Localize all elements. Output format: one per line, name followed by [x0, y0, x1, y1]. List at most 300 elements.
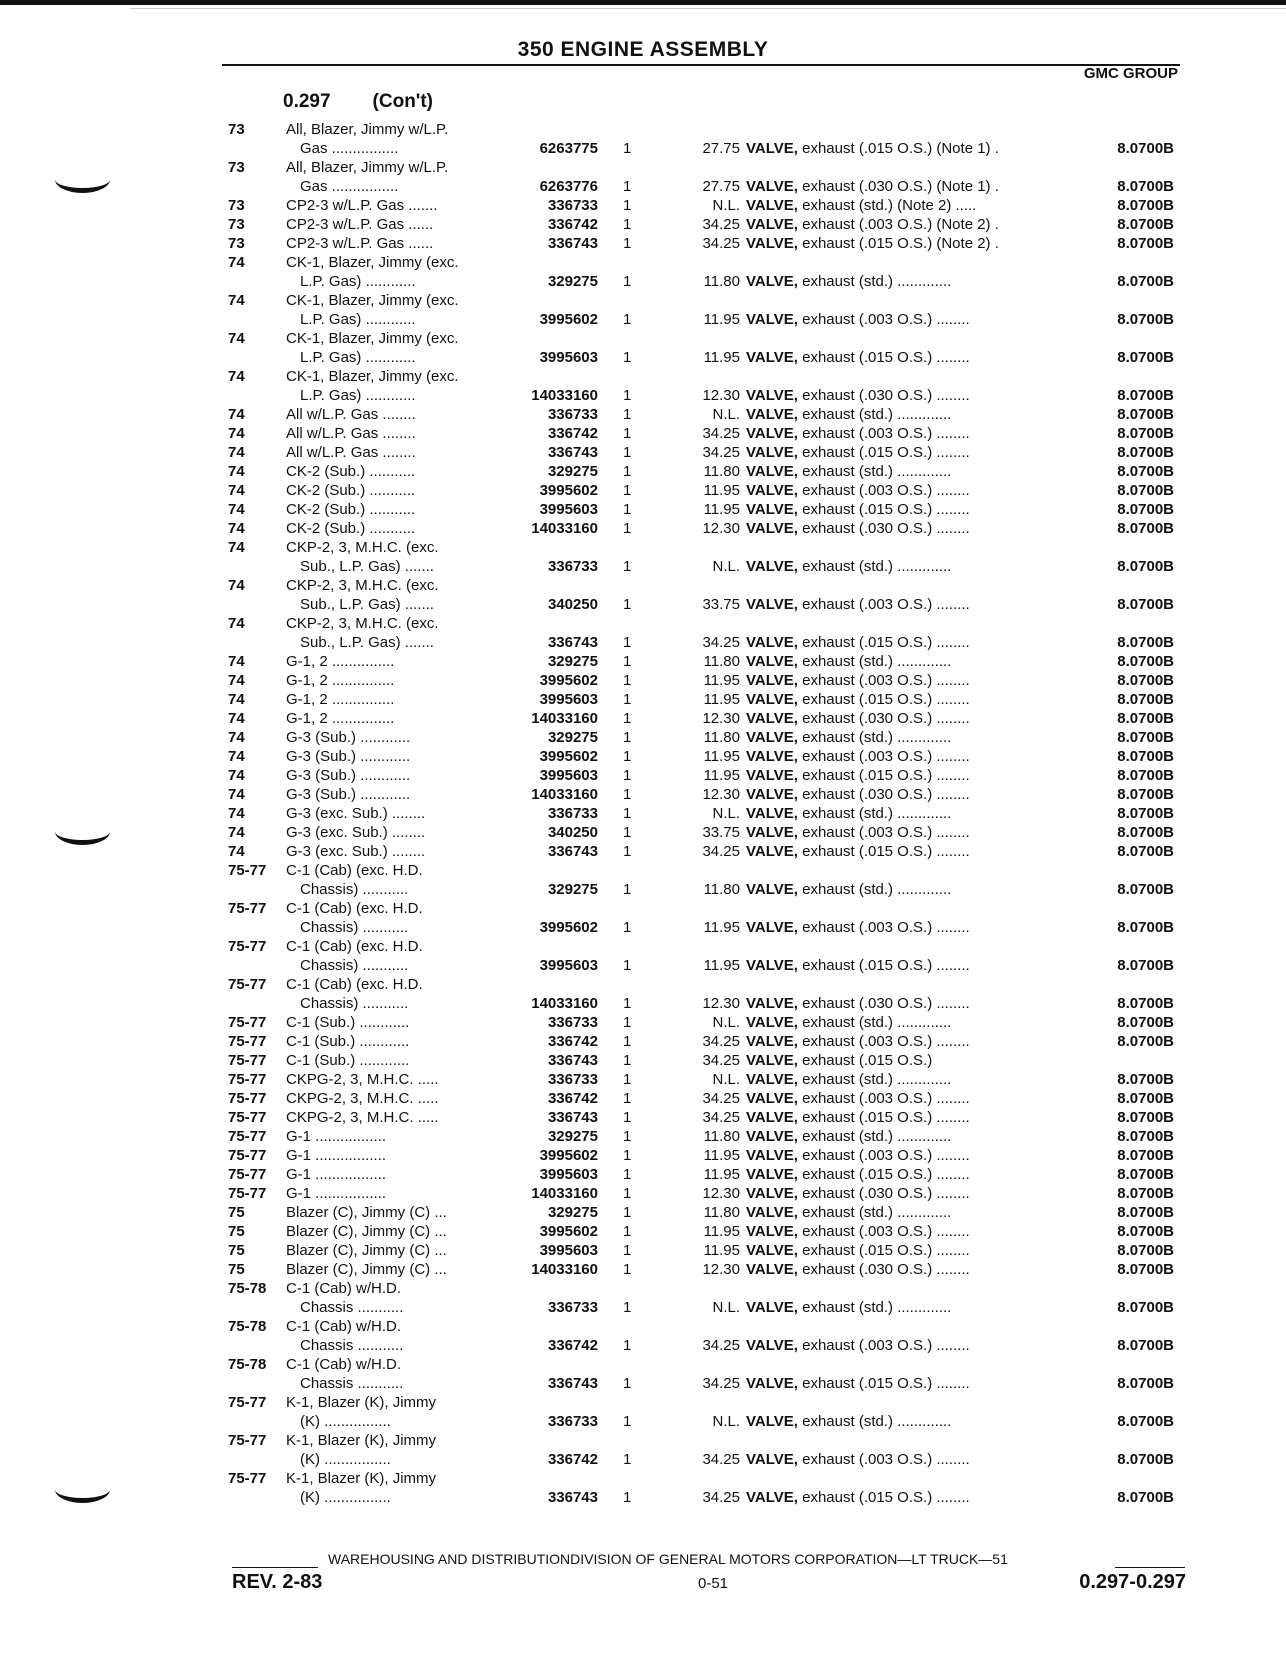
- page-number: 0-51: [698, 1575, 729, 1592]
- application-line: All, Blazer, Jimmy w/L.P.: [286, 121, 449, 138]
- description: [746, 1108, 1064, 1127]
- application: [286, 291, 498, 329]
- catalog-code: 8.0700B: [1117, 444, 1174, 461]
- part-number: 336743: [547, 1375, 598, 1392]
- price: 11.95: [703, 767, 740, 784]
- quantity: 1: [623, 387, 632, 404]
- catalog-code: 8.0700B: [1117, 140, 1174, 157]
- application-line: G-3 (Sub.) ............: [286, 748, 411, 765]
- group-number: 74: [228, 577, 245, 594]
- application-line: G-1, 2 ...............: [286, 710, 395, 727]
- catalog-code: 8.0700B: [1117, 482, 1174, 499]
- application-line: K-1, Blazer (K), Jimmy: [286, 1470, 437, 1487]
- description-keyword: VALVE,: [746, 767, 798, 784]
- description-keyword: VALVE,: [746, 387, 798, 404]
- price: 11.80: [703, 729, 740, 746]
- description-text: exhaust (std.) .............: [797, 558, 952, 575]
- table-row: [0, 861, 1286, 899]
- price: N.L.: [712, 805, 740, 822]
- description-text: exhaust (std.) .............: [797, 1128, 952, 1145]
- group-number: 75-77: [228, 1052, 267, 1069]
- catalog-code: 8.0700B: [1117, 957, 1174, 974]
- catalog-code: 8.0700B: [1117, 1204, 1174, 1221]
- quantity: 1: [623, 881, 632, 898]
- group-number: 75-77: [228, 1147, 267, 1164]
- top-border: [0, 0, 1286, 5]
- part-number: 336733: [547, 197, 598, 214]
- description-keyword: VALVE,: [746, 1413, 798, 1430]
- application: [286, 1355, 498, 1393]
- description: [746, 481, 1064, 500]
- part-number: 336733: [547, 1014, 598, 1031]
- quantity: 1: [623, 1413, 632, 1430]
- top-border-thin: [130, 8, 1286, 9]
- application-line: C-1 (Cab) w/H.D.: [286, 1356, 402, 1373]
- part-number: 329275: [547, 463, 598, 480]
- part-number: 3995603: [539, 501, 598, 518]
- catalog-code: 8.0700B: [1117, 197, 1174, 214]
- description-keyword: VALVE,: [746, 881, 798, 898]
- quantity: 1: [623, 1299, 632, 1316]
- catalog-code: 8.0700B: [1117, 1413, 1174, 1430]
- catalog-code: 8.0700B: [1117, 1261, 1174, 1278]
- price: 11.80: [703, 653, 740, 670]
- table-row: [0, 1222, 1286, 1241]
- description-keyword: VALVE,: [746, 653, 798, 670]
- price: 27.75: [702, 178, 740, 195]
- quantity: 1: [623, 672, 632, 689]
- application-line: G-3 (exc. Sub.) ........: [286, 843, 426, 860]
- quantity: 1: [623, 1166, 632, 1183]
- application: [286, 899, 498, 937]
- table-row: [0, 1127, 1286, 1146]
- quantity: 1: [623, 691, 632, 708]
- description-text: exhaust (.003 O.S.) ........: [797, 1090, 970, 1107]
- description-text: exhaust (.015 O.S.) ........: [797, 1489, 970, 1506]
- part-number: 14033160: [531, 1261, 598, 1278]
- application: [286, 1469, 498, 1507]
- group-number: 75: [228, 1204, 245, 1221]
- application: [286, 937, 498, 975]
- application-line-cont: L.P. Gas) ............: [300, 311, 416, 328]
- group-number: 74: [228, 615, 245, 632]
- description-text: exhaust (.015 O.S.) ........: [797, 1109, 970, 1126]
- group-number: 75-77: [228, 1432, 267, 1449]
- group-number: 73: [228, 235, 245, 252]
- application: [286, 253, 498, 291]
- table-row: [0, 709, 1286, 728]
- quantity: 1: [623, 1109, 632, 1126]
- catalog-code: 8.0700B: [1117, 1223, 1174, 1240]
- application: [286, 804, 498, 823]
- quantity: 1: [623, 634, 632, 651]
- price: N.L.: [712, 1071, 740, 1088]
- page-title: 350 ENGINE ASSEMBLY: [517, 38, 769, 61]
- description: [746, 595, 1064, 614]
- table-row: [0, 1165, 1286, 1184]
- part-number: 336743: [547, 444, 598, 461]
- description: [746, 139, 1064, 158]
- application: [286, 747, 498, 766]
- description-text: exhaust (.003 O.S.) ........: [797, 1033, 970, 1050]
- table-row: [0, 1279, 1286, 1317]
- description-keyword: VALVE,: [746, 406, 798, 423]
- table-row: [0, 1108, 1286, 1127]
- price: 11.95: [703, 748, 740, 765]
- group-number: 74: [228, 482, 245, 499]
- group-number: 75: [228, 1223, 245, 1240]
- table-row: [0, 120, 1286, 158]
- part-number: 336733: [547, 1299, 598, 1316]
- part-number: 3995603: [539, 1242, 598, 1259]
- application: [286, 367, 498, 405]
- description: [746, 424, 1064, 443]
- catalog-code: 8.0700B: [1117, 1166, 1174, 1183]
- quantity: 1: [623, 463, 632, 480]
- catalog-code: 8.0700B: [1117, 596, 1174, 613]
- description: [746, 690, 1064, 709]
- part-number: 3995602: [539, 1147, 598, 1164]
- group-number: 74: [228, 425, 245, 442]
- group-number: 74: [228, 691, 245, 708]
- price: N.L.: [712, 197, 740, 214]
- revision-label: REV. 2-83: [232, 1571, 323, 1593]
- group-label: GMC GROUP: [1083, 65, 1178, 82]
- table-row: [0, 1013, 1286, 1032]
- part-number: 336742: [547, 1451, 598, 1468]
- table-row: [0, 899, 1286, 937]
- quantity: 1: [623, 349, 632, 366]
- price: 12.30: [702, 520, 740, 537]
- application: [286, 766, 498, 785]
- description-text: exhaust (std.) .............: [797, 1071, 952, 1088]
- description: [746, 1184, 1064, 1203]
- application-line-cont: Gas ................: [300, 140, 399, 157]
- application: [286, 405, 498, 424]
- quantity: 1: [623, 444, 632, 461]
- table-row: [0, 234, 1286, 253]
- application-line: G-1 .................: [286, 1147, 387, 1164]
- description-keyword: VALVE,: [746, 1185, 798, 1202]
- price: 34.25: [702, 1033, 740, 1050]
- application-line: CK-2 (Sub.) ...........: [286, 501, 416, 518]
- table-row: [0, 1184, 1286, 1203]
- application: [286, 120, 498, 158]
- table-row: [0, 671, 1286, 690]
- application-line-cont: Sub., L.P. Gas) .......: [300, 634, 434, 651]
- description-text: exhaust (std.) .............: [797, 1204, 952, 1221]
- description: [746, 1298, 1064, 1317]
- description-text: exhaust (.003 O.S.) ........: [797, 596, 970, 613]
- table-row: [0, 481, 1286, 500]
- application: [286, 652, 498, 671]
- description-text: exhaust (std.) .............: [797, 273, 952, 290]
- price: 34.25: [702, 444, 740, 461]
- description-text: exhaust (.003 O.S.) ........: [797, 311, 970, 328]
- group-number: 74: [228, 824, 245, 841]
- catalog-code: 8.0700B: [1117, 653, 1174, 670]
- catalog-code: 8.0700B: [1117, 1014, 1174, 1031]
- group-number: 73: [228, 159, 245, 176]
- catalog-code: 8.0700B: [1117, 1489, 1174, 1506]
- application-line-cont: (K) ................: [300, 1413, 391, 1430]
- description: [746, 956, 1064, 975]
- group-number: 74: [228, 463, 245, 480]
- description: [746, 1013, 1064, 1032]
- description-text: exhaust (std.) .............: [797, 1299, 952, 1316]
- part-number: 3995603: [539, 691, 598, 708]
- table-row: [0, 253, 1286, 291]
- description-text: exhaust (std.) .............: [797, 805, 952, 822]
- table-row: [0, 975, 1286, 1013]
- part-number: 336743: [547, 235, 598, 252]
- part-number: 340250: [547, 596, 598, 613]
- part-number: 14033160: [531, 387, 598, 404]
- table-row: [0, 937, 1286, 975]
- description-text: exhaust (std.) .............: [797, 1014, 952, 1031]
- price: 11.95: [703, 957, 740, 974]
- application: [286, 690, 498, 709]
- quantity: 1: [623, 406, 632, 423]
- price: N.L.: [712, 1014, 740, 1031]
- description: [746, 1070, 1064, 1089]
- description: [746, 1260, 1064, 1279]
- application-line: Blazer (C), Jimmy (C) ...: [286, 1242, 447, 1259]
- application: [286, 1127, 498, 1146]
- description-text: exhaust (.030 O.S.) ........: [797, 387, 970, 404]
- description: [746, 1241, 1064, 1260]
- application: [286, 1393, 498, 1431]
- table-row: [0, 1241, 1286, 1260]
- description: [746, 1336, 1064, 1355]
- part-number: 336743: [547, 1489, 598, 1506]
- application: [286, 1184, 498, 1203]
- table-row: [0, 1431, 1286, 1469]
- description-keyword: VALVE,: [746, 786, 798, 803]
- footer-rule-left: [232, 1567, 318, 1568]
- description-keyword: VALVE,: [746, 995, 798, 1012]
- part-number: 3995603: [539, 349, 598, 366]
- application-line: CP2-3 w/L.P. Gas ......: [286, 235, 434, 252]
- catalog-code: 8.0700B: [1117, 634, 1174, 651]
- table-row: [0, 747, 1286, 766]
- catalog-code: 8.0700B: [1117, 1033, 1174, 1050]
- group-number: 75-77: [228, 1470, 267, 1487]
- application: [286, 1051, 498, 1070]
- application: [286, 709, 498, 728]
- description-keyword: VALVE,: [746, 805, 798, 822]
- description-keyword: VALVE,: [746, 1223, 798, 1240]
- description-keyword: VALVE,: [746, 1147, 798, 1164]
- part-number: 329275: [547, 653, 598, 670]
- description: [746, 500, 1064, 519]
- quantity: 1: [623, 178, 632, 195]
- price: N.L.: [712, 558, 740, 575]
- price: 11.95: [703, 349, 740, 366]
- section-heading: [283, 91, 433, 113]
- description: [746, 652, 1064, 671]
- quantity: 1: [623, 1014, 632, 1031]
- quantity: 1: [623, 1090, 632, 1107]
- description-text: exhaust (.015 O.S.) ........: [797, 349, 970, 366]
- quantity: 1: [623, 824, 632, 841]
- application-line-cont: Chassis) ...........: [300, 957, 409, 974]
- table-row: [0, 728, 1286, 747]
- description-text: exhaust (std.) .............: [797, 653, 952, 670]
- application-line-cont: Chassis ...........: [300, 1337, 404, 1354]
- table-row: [0, 443, 1286, 462]
- description: [746, 1450, 1064, 1469]
- section-number: 0.297: [283, 91, 331, 112]
- part-number: 14033160: [531, 786, 598, 803]
- table-row: [0, 1355, 1286, 1393]
- catalog-code: 8.0700B: [1117, 843, 1174, 860]
- table-row: [0, 500, 1286, 519]
- group-number: 73: [228, 216, 245, 233]
- application-line: CK-1, Blazer, Jimmy (exc.: [286, 368, 459, 385]
- price: 11.95: [703, 1147, 740, 1164]
- group-number: 75-77: [228, 976, 267, 993]
- catalog-code: 8.0700B: [1117, 520, 1174, 537]
- price: 12.30: [702, 1185, 740, 1202]
- description-text: exhaust (.015 O.S.) ........: [797, 767, 970, 784]
- description: [746, 405, 1064, 424]
- group-number: 75-77: [228, 862, 267, 879]
- quantity: 1: [623, 995, 632, 1012]
- description-keyword: VALVE,: [746, 1489, 798, 1506]
- part-number: 3995603: [539, 767, 598, 784]
- description: [746, 747, 1064, 766]
- price: 11.80: [703, 1128, 740, 1145]
- quantity: 1: [623, 235, 632, 252]
- description-text: exhaust (.015 O.S.): [797, 1052, 933, 1069]
- application-line: Blazer (C), Jimmy (C) ...: [286, 1261, 447, 1278]
- application-line: CKPG-2, 3, M.H.C. .....: [286, 1090, 439, 1107]
- price: 34.25: [702, 1109, 740, 1126]
- part-number: 329275: [547, 273, 598, 290]
- table-row: [0, 215, 1286, 234]
- application: [286, 1146, 498, 1165]
- application-line: C-1 (Sub.) ............: [286, 1014, 410, 1031]
- description: [746, 1051, 1064, 1070]
- part-number: 340250: [547, 824, 598, 841]
- group-number: 74: [228, 444, 245, 461]
- price: 11.95: [703, 1242, 740, 1259]
- application: [286, 1089, 498, 1108]
- application-line: C-1 (Cab) w/H.D.: [286, 1280, 402, 1297]
- description-keyword: VALVE,: [746, 824, 798, 841]
- catalog-code: 8.0700B: [1117, 748, 1174, 765]
- application-line: K-1, Blazer (K), Jimmy: [286, 1394, 437, 1411]
- application-line-cont: (K) ................: [300, 1489, 391, 1506]
- quantity: 1: [623, 273, 632, 290]
- application: [286, 538, 498, 576]
- application-line: C-1 (Cab) (exc. H.D.: [286, 976, 423, 993]
- group-number: 75-78: [228, 1356, 267, 1373]
- description-keyword: VALVE,: [746, 1014, 798, 1031]
- part-number: 336742: [547, 216, 598, 233]
- price: 34.25: [702, 1489, 740, 1506]
- quantity: 1: [623, 425, 632, 442]
- description-text: exhaust (.015 O.S.) ........: [797, 444, 970, 461]
- description: [746, 1146, 1064, 1165]
- description-keyword: VALVE,: [746, 710, 798, 727]
- description: [746, 842, 1064, 861]
- group-number: 75-78: [228, 1280, 267, 1297]
- description-keyword: VALVE,: [746, 273, 798, 290]
- group-number: 74: [228, 330, 245, 347]
- application-line: CK-1, Blazer, Jimmy (exc.: [286, 254, 459, 271]
- application-line: All w/L.P. Gas ........: [286, 425, 416, 442]
- description-keyword: VALVE,: [746, 919, 798, 936]
- application-line: G-3 (exc. Sub.) ........: [286, 805, 426, 822]
- part-number: 14033160: [531, 520, 598, 537]
- application: [286, 196, 498, 215]
- description-keyword: VALVE,: [746, 1128, 798, 1145]
- application-line: CK-2 (Sub.) ...........: [286, 520, 416, 537]
- application: [286, 443, 498, 462]
- group-number: 74: [228, 368, 245, 385]
- price: 11.95: [703, 1166, 740, 1183]
- catalog-code: 8.0700B: [1117, 501, 1174, 518]
- quantity: 1: [623, 1128, 632, 1145]
- description-keyword: VALVE,: [746, 444, 798, 461]
- description-text: exhaust (.003 O.S.) ........: [797, 748, 970, 765]
- description: [746, 728, 1064, 747]
- description-text: exhaust (.015 O.S.) (Note 1) .: [797, 140, 999, 157]
- table-row: [0, 424, 1286, 443]
- quantity: 1: [623, 729, 632, 746]
- catalog-code: 8.0700B: [1117, 216, 1174, 233]
- quantity: 1: [623, 596, 632, 613]
- quantity: 1: [623, 501, 632, 518]
- application-line: C-1 (Cab) (exc. H.D.: [286, 938, 423, 955]
- application-line: All w/L.P. Gas ........: [286, 406, 416, 423]
- description-keyword: VALVE,: [746, 1071, 798, 1088]
- application: [286, 1032, 498, 1051]
- part-number: 329275: [547, 1128, 598, 1145]
- price: 11.80: [703, 273, 740, 290]
- description-text: exhaust (std.) (Note 2) .....: [797, 197, 977, 214]
- quantity: 1: [623, 786, 632, 803]
- price: 34.25: [702, 425, 740, 442]
- section-range: 0.297-0.297: [1079, 1571, 1186, 1593]
- catalog-code: 8.0700B: [1117, 919, 1174, 936]
- description: [746, 462, 1064, 481]
- description-keyword: VALVE,: [746, 1337, 798, 1354]
- description: [746, 215, 1064, 234]
- application-line-cont: Chassis) ...........: [300, 995, 409, 1012]
- description-keyword: VALVE,: [746, 558, 798, 575]
- price: 34.25: [702, 1052, 740, 1069]
- description-keyword: VALVE,: [746, 1261, 798, 1278]
- group-number: 74: [228, 406, 245, 423]
- quantity: 1: [623, 216, 632, 233]
- description-keyword: VALVE,: [746, 463, 798, 480]
- catalog-code: 8.0700B: [1117, 824, 1174, 841]
- application: [286, 1165, 498, 1184]
- description: [746, 1412, 1064, 1431]
- application: [286, 1108, 498, 1127]
- application: [286, 614, 498, 652]
- description-text: exhaust (.003 O.S.) ........: [797, 824, 970, 841]
- catalog-code: 8.0700B: [1117, 786, 1174, 803]
- application-line: C-1 (Sub.) ............: [286, 1052, 410, 1069]
- description: [746, 1222, 1064, 1241]
- part-number: 3995602: [539, 919, 598, 936]
- table-row: [0, 1089, 1286, 1108]
- part-number: 336733: [547, 558, 598, 575]
